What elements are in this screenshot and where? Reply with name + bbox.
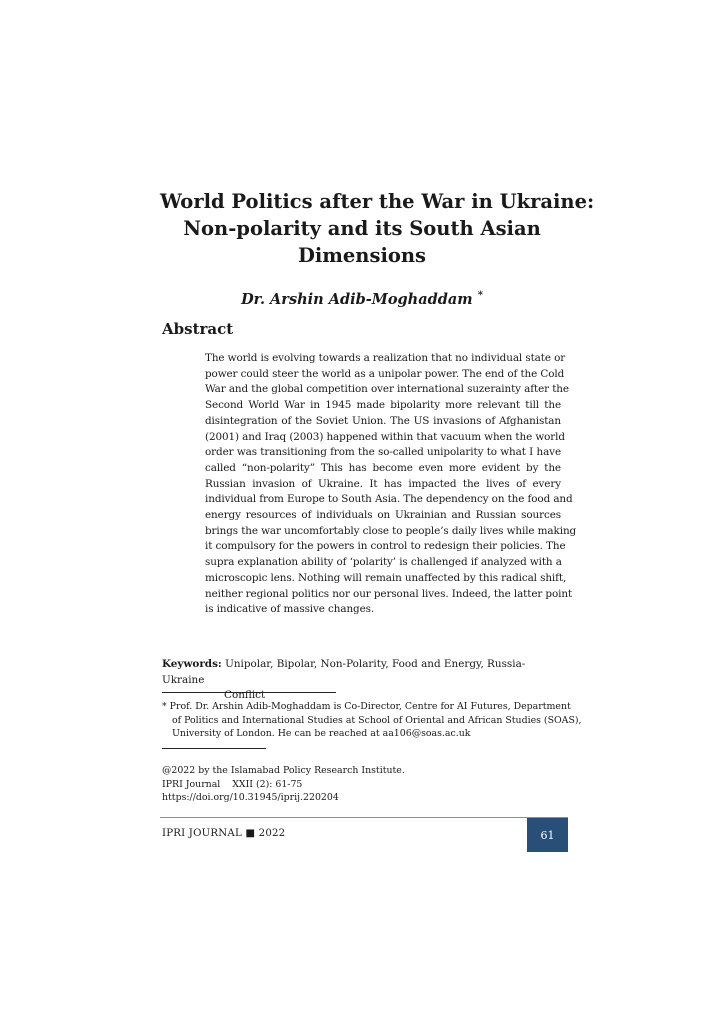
footnote-line: of Politics and International Studies at School of Oriental and African Studies (SOAS), — [172, 714, 582, 726]
author-footnote — [162, 700, 582, 741]
author-footnote-mark: * — [477, 290, 483, 301]
page-number: 61 — [527, 818, 568, 852]
abstract-line: energy resources of individuals on Ukrainian and Russian sources — [205, 509, 561, 522]
copyright-divider — [162, 748, 266, 749]
footer-rule — [160, 817, 568, 818]
keywords-list-continued: Conflict — [224, 689, 266, 701]
abstract-line: Second World War in 1945 made bipolarity more relevant till the — [205, 399, 561, 412]
abstract-line: microscopic lens. Nothing will remain unaffected by this radical shift, — [205, 571, 567, 584]
title-line: World Politics after the War in Ukraine: — [160, 190, 595, 213]
abstract-heading: Abstract — [162, 320, 234, 338]
journal-citation: IPRI Journal XXII (2): 61-75 — [162, 778, 303, 790]
abstract-line: power could steer the world as a unipolar power. The end of the Cold — [205, 367, 565, 380]
abstract-line: neither regional politics nor our personal lives. Indeed, the latter point — [205, 587, 573, 600]
footnote-line: * Prof. Dr. Arshin Adib-Moghaddam is Co-Director, Centre for AI Futures, Department — [162, 701, 571, 712]
abstract-line: Russian invasion of Ukraine. It has impacted the lives of every — [205, 477, 561, 490]
abstract-line: is indicative of massive changes. — [205, 603, 375, 616]
copyright-block — [162, 764, 405, 805]
keywords — [162, 657, 562, 704]
footnote-divider — [162, 692, 336, 693]
title-line: Non-polarity and its South Asian — [183, 217, 541, 240]
abstract-line: individual from Europe to South Asia. The dependency on the food and — [205, 493, 573, 506]
article-title — [160, 188, 595, 269]
keywords-list: Unipolar, Bipolar, Non-Polarity, Food and Energy, Russia-Ukraine — [162, 658, 526, 686]
keywords-label: Keywords: — [162, 658, 222, 670]
abstract-line: called “non-polarity” This has become even more evident by the — [205, 461, 561, 474]
abstract-body — [205, 351, 577, 618]
abstract-line: order was transitioning from the so-called unipolarity to what I have — [205, 446, 561, 459]
abstract-line: The world is evolving towards a realization that no individual state or — [205, 352, 566, 364]
author-name: Dr. Arshin Adib-Moghaddam — [241, 290, 473, 308]
doi-link[interactable]: https://doi.org/10.31945/iprij.220204 — [162, 792, 339, 804]
abstract-line: War and the global competition over international suzerainty after the — [205, 383, 569, 396]
abstract-line: brings the war uncomfortably close to people’s daily lives while making — [205, 524, 577, 537]
abstract-line: supra explanation ability of ‘polarity’ is challenged if analyzed with a — [205, 556, 562, 569]
copyright-line: @2022 by the Islamabad Policy Research Institute. — [162, 765, 405, 776]
footnote-line: University of London. He can be reached at aa106@soas.ac.uk — [172, 728, 471, 739]
abstract-line: it compulsory for the powers in control to redesign their policies. The — [205, 540, 566, 553]
abstract-line: disintegration of the Soviet Union. The US invasions of Afghanistan — [205, 414, 561, 427]
abstract-line: (2001) and Iraq (2003) happened within that vacuum when the world — [205, 430, 565, 443]
author-line — [160, 290, 564, 308]
journal-footer: IPRI JOURNAL ■ 2022 — [162, 828, 286, 839]
title-line: Dimensions — [297, 244, 427, 267]
